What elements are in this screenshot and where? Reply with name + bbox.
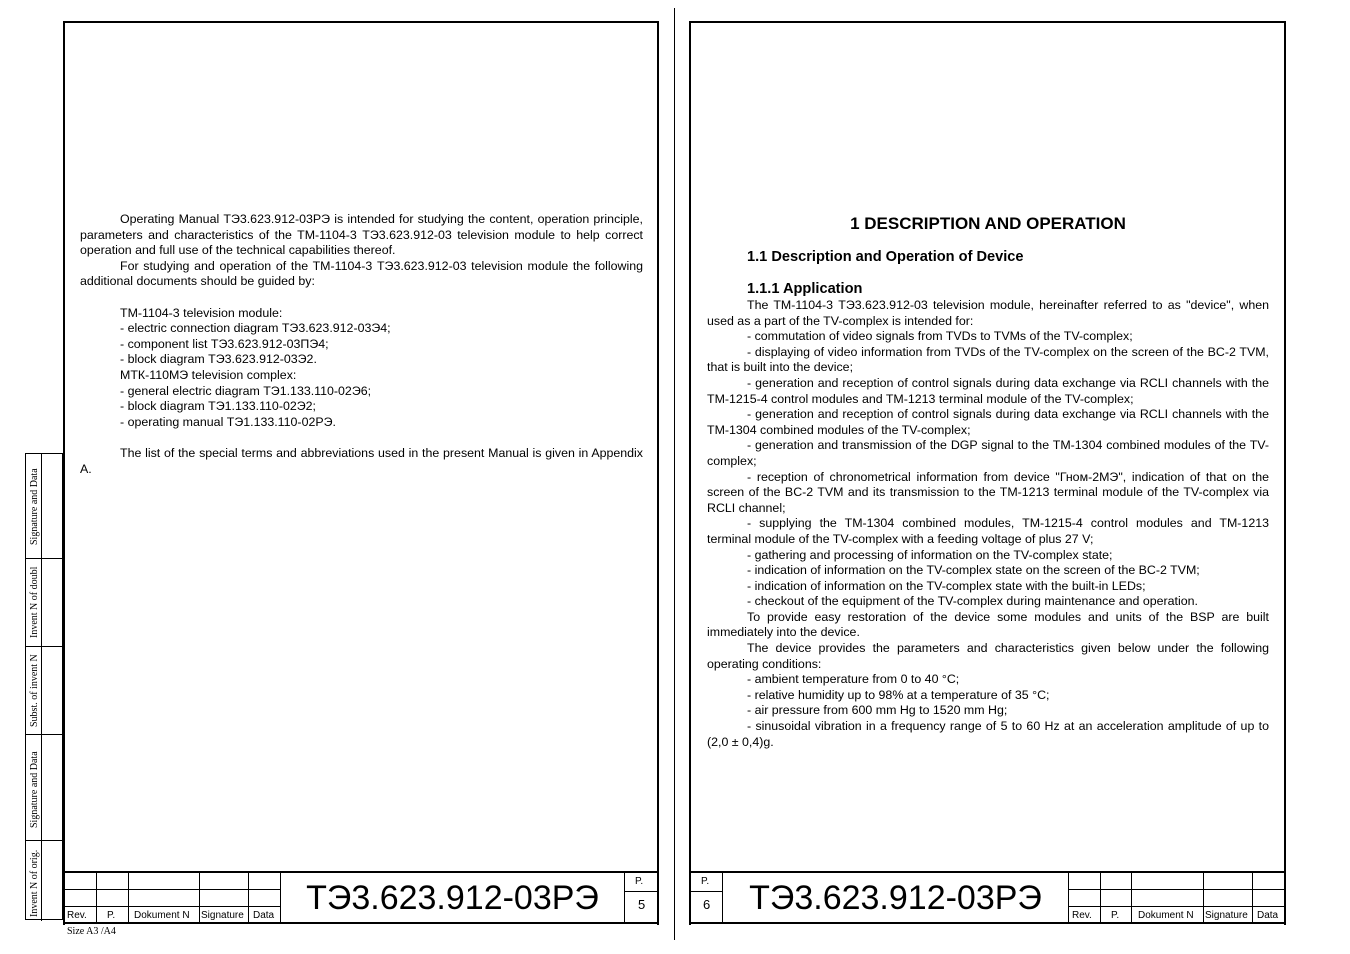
list-item: - block diagram ТЭ3.623.912-03Э2. — [120, 352, 317, 367]
left-page-body — [80, 212, 643, 477]
paragraph: - generation and reception of control signals during data exchange via RCLI channels with the TM-1304 combined modules of the TV-complex; — [707, 407, 1269, 437]
paragraph: The list of the special terms and abbreviations used in the present Manual is given in Appendix A. — [80, 445, 643, 476]
paragraph: - reception of chronometrical information from device "Гном-2МЭ", indication of that on the screen of the BC-2 TVM and its transmission to the TM-1213 terminal module of the TV-complex via RCLI channel; — [707, 469, 1269, 515]
blank-line — [80, 430, 643, 446]
col-data-label: Data — [253, 910, 275, 921]
col-signature-label: Signature — [201, 910, 244, 921]
side-label-subst-invent: Subst. of invent N — [29, 654, 40, 727]
col-p-label: P. — [107, 910, 116, 921]
paragraph: - relative humidity up to 98% at a temperature of 35 °C; — [747, 687, 1050, 702]
side-label-invent-orig: Invent N of orig. — [29, 849, 40, 917]
center-divider — [674, 8, 675, 940]
paragraph: For studying and operation of the TM-1104-3 ТЭ3.623.912-03 television module the following additional documents should be guided by: — [80, 258, 643, 289]
col-p-label: P. — [1111, 910, 1120, 921]
right-paragraphs — [707, 298, 1269, 750]
col-dokument-label: Dokument N — [134, 910, 190, 921]
page-label: P. — [701, 876, 710, 887]
page-number: 5 — [638, 897, 646, 912]
paragraph: - displaying of video information from TVDs of the TV-complex on the screen of the BC-2 TVM, that is built into the device; — [707, 344, 1269, 375]
document-code: ТЭ3.623.912-03РЭ — [749, 879, 1042, 917]
paragraph: - indication of information on the TV-complex state with the built-in LEDs; — [747, 578, 1146, 593]
col-signature-label: Signature — [1205, 910, 1248, 921]
size-note: Size A3 /A4 — [67, 926, 116, 937]
paragraph: The device provides the parameters and characteristics given below under the following operating conditions: — [707, 641, 1269, 671]
list-item: МТК-110МЭ television complex: — [120, 367, 297, 382]
paragraph: - supplying the TM-1304 combined modules, TM-1215-4 control modules and TM-1213 terminal module of the TV-complex with a feeding voltage of plus 27 V; — [707, 516, 1269, 546]
page-label: P. — [635, 876, 644, 887]
right-title-block — [689, 871, 1286, 924]
paragraph: - sinusoidal vibration in a frequency range of 5 to 60 Hz at an acceleration amplitude of up to (2,0 ± 0,4)g. — [707, 719, 1269, 749]
list-item: - general electric diagram ТЭ1.133.110-02Э6; — [120, 383, 372, 398]
section-heading: 1 DESCRIPTION AND OPERATION — [850, 214, 1126, 233]
paragraph: - checkout of the equipment of the TV-complex during maintenance and operation. — [747, 594, 1198, 609]
blank-line — [80, 290, 643, 306]
list-item: - electric connection diagram ТЭ3.623.912-03Э4; — [120, 321, 391, 336]
paragraph: - air pressure from 600 mm Hg to 1520 mm Hg; — [747, 703, 1008, 718]
page-number: 6 — [703, 897, 711, 912]
paragraph: - gathering and processing of information on the TV-complex state; — [747, 547, 1113, 562]
col-dokument-label: Dokument N — [1138, 910, 1194, 921]
paragraph: The TM-1104-3 ТЭ3.623.912-03 television module, hereinafter referred to as "device", when used as a part of the TV-complex is intended for: — [707, 298, 1269, 328]
paragraph: - ambient temperature from 0 to 40 °C; — [747, 672, 960, 687]
paragraph: - generation and reception of control signals during data exchange via RCLI channels with the TM-1215-4 control modules and TM-1213 terminal module of the TV-complex; — [707, 375, 1269, 406]
left-title-block — [63, 871, 659, 924]
paragraph: - commutation of video signals from TVDs to TVMs of the TV-complex; — [747, 329, 1133, 344]
col-rev-label: Rev. — [1072, 910, 1092, 921]
subsection-heading: 1.1 Description and Operation of Device — [747, 249, 1024, 265]
paragraph: - generation and transmission of the DGP signal to the TM-1304 combined modules of the TV-complex; — [707, 438, 1269, 468]
list-item: TM-1104-3 television module: — [120, 305, 283, 320]
paragraph: Operating Manual ТЭ3.623.912-03РЭ is intended for studying the content, operation principle, parameters and characteristics of the TM-1104-3 ТЭ3.623.912-03 television module to help correct operation and full use of the technical capabilities thereof. — [80, 212, 643, 258]
col-rev-label: Rev. — [67, 910, 87, 921]
list-item: - operating manual ТЭ1.133.110-02РЭ. — [120, 414, 336, 429]
subsubsection-heading: 1.1.1 Application — [747, 281, 863, 297]
paragraph: - indication of information on the TV-complex state on the screen of the BC-2 TVM; — [747, 563, 1200, 578]
list-item: - block diagram ТЭ1.133.110-02Э2; — [120, 399, 316, 414]
paragraph: To provide easy restoration of the device some modules and units of the BSP are built immediately into the device. — [707, 609, 1269, 640]
col-data-label: Data — [1257, 910, 1279, 921]
list-item: - component list ТЭ3.623.912-03ПЭ4; — [120, 336, 329, 351]
side-label-signature-data-2: Signature and Data — [29, 751, 40, 828]
document-code: ТЭ3.623.912-03РЭ — [306, 879, 599, 917]
side-label-signature-data: Signature and Data — [29, 468, 40, 545]
side-label-invent-doubl: Invent N of doubl — [29, 566, 40, 638]
right-page-body — [707, 212, 1269, 750]
